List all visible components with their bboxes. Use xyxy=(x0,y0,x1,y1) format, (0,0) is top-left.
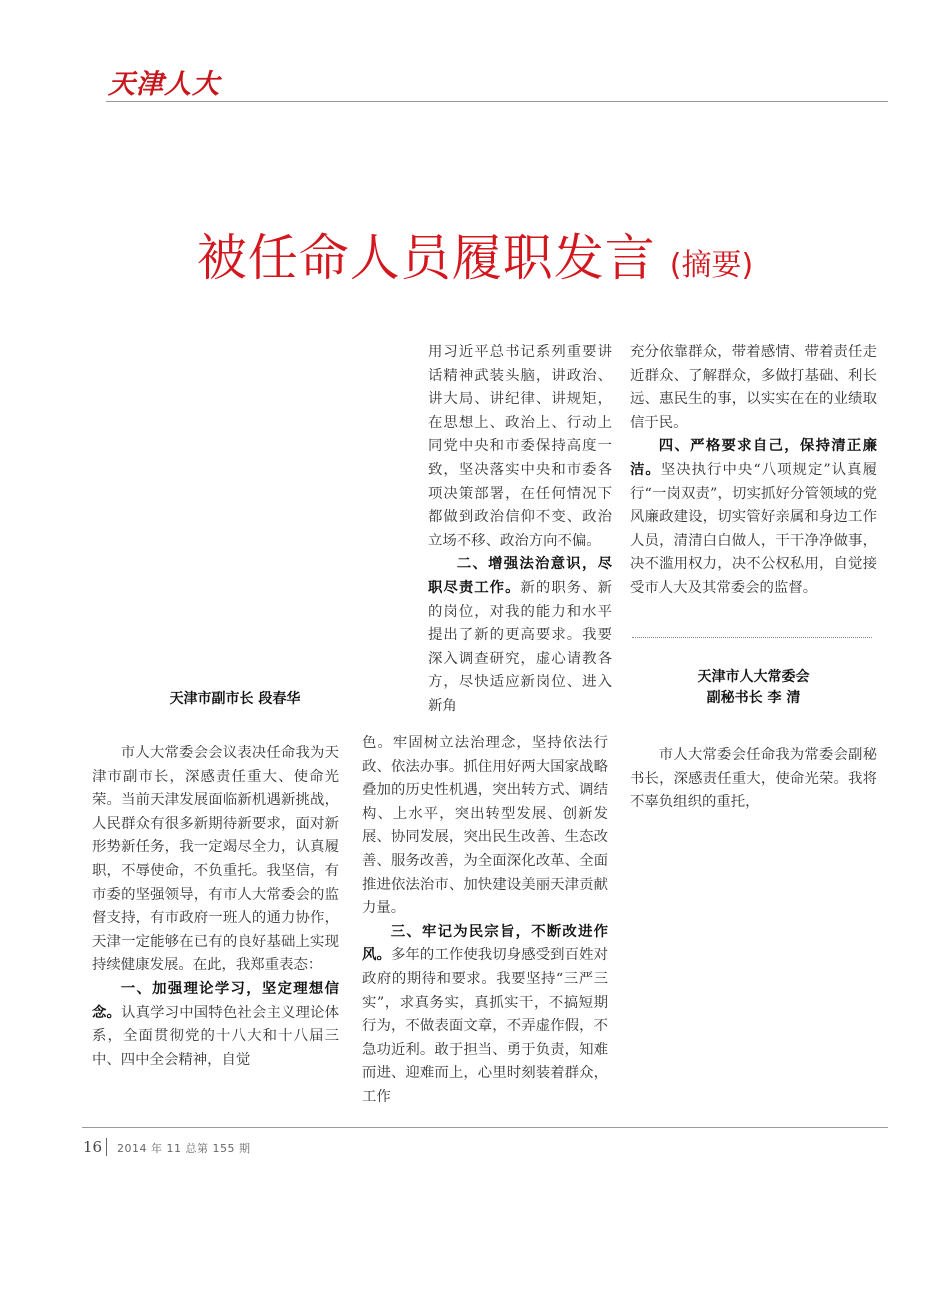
section-4-body: 坚决执行中央“八项规定”认真履行“一岗双责”，切实抓好分管领域的党风廉政建设，切实管好亲属和身边工作人员，清清白白做人，干干净净做事，决不滥用权力，决不公权私用，自觉接受市人大及其常委会的监督。 xyxy=(630,461,877,596)
magazine-logo: 天津人大 xyxy=(108,69,220,100)
column-a xyxy=(92,742,339,1072)
footer-separator xyxy=(106,1138,107,1156)
section-2-body-bottom: 色。牢固树立法治理念，坚持依法行政、依法办事。抓住用好两大国家战略叠加的历史性机遇，突出转方式、调结构、上水平，突出转型发展、创新发展、协同发展，突出民生改善、生态改善、服务改善，为全面深化改革、全面推进依法治市、加快建设美丽天津贡献力量。 xyxy=(362,735,608,917)
footer-rule xyxy=(82,1127,888,1128)
section-2-heading: 二、增强法治意识，尽职尽责工作。 xyxy=(428,556,612,596)
title-main: 被任命人员履职发言 xyxy=(196,229,656,287)
speaker2-column xyxy=(630,744,877,815)
section-1-continued: 用习近平总书记系列重要讲话精神武装头脑，讲政治、讲大局、讲纪律、讲规矩，在思想上、政治上、行动上同党中央和市委保持高度一致，坚决落实中央和市委各项决策部署，在任何情况下都做到政治信仰不变、政治立场不移、政治方向不偏。 xyxy=(428,344,612,549)
speaker1-byline: 天津市副市长 段春华 xyxy=(169,691,301,707)
title-subtitle: (摘要) xyxy=(669,248,754,283)
speaker2-org: 天津市人大常委会 xyxy=(697,669,810,685)
section-1-heading: 一、加强理论学习，坚定理想信念。 xyxy=(92,980,339,1021)
header-rule xyxy=(106,101,888,102)
section-3-heading: 三、牢记为民宗旨，不断改进作风。 xyxy=(362,923,608,964)
column-b-bottom xyxy=(362,732,608,1110)
speaker2-intro: 市人大常委会任命我为常委会副秘书长，深感责任重大，使命光荣。我将不辜负组织的重托， xyxy=(630,747,877,811)
column-b-top xyxy=(428,341,612,719)
speaker1-intro: 市人大常委会会议表决任命我为天津市副市长，深感责任重大、使命光荣。当前天津发展面临新机遇新挑战，人民群众有很多新期待新要求，面对新形势新任务，我一定竭尽全力，认真履职，不辱使命，不负重托。我坚信，有市委的坚强领导，有市人大常委会的监督支持，有市政府一班人的通力协作，天津一定能够在已有的良好基础上实现持续健康发展。在此，我郑重表态： xyxy=(92,745,339,974)
section-4 xyxy=(630,435,877,600)
article-title xyxy=(0,218,950,290)
issue-info: 2014 年 11 总第 155 期 xyxy=(117,1142,251,1155)
page-number: 16 xyxy=(83,1138,103,1156)
speaker2-role: 副秘书长 李 清 xyxy=(706,690,801,706)
section-1-body: 认真学习中国特色社会主义理论体系，全面贯彻党的十八大和十八届三中、四中全会精神，自觉 xyxy=(92,1004,339,1068)
speaker-divider xyxy=(632,637,872,638)
section-3 xyxy=(362,921,608,1110)
column-c xyxy=(630,341,877,601)
section-3-continued: 充分依靠群众，带着感情、带着责任走近群众、了解群众，多做打基础、利长远、惠民生的事，以实实在在的业绩取信于民。 xyxy=(630,344,877,431)
section-3-body: 多年的工作使我切身感受到百姓对政府的期待和要求。我要坚持“三严三实”，求真务实，真抓实干，不搞短期行为，不做表面文章，不弄虚作假，不急功近利。敢于担当、勇于负责，知难而进、迎难而上，心里时刻装着群众，工作 xyxy=(362,947,608,1105)
section-1 xyxy=(92,978,339,1072)
section-2 xyxy=(428,553,612,718)
section-4-heading: 四、严格要求自己，保持清正廉洁。 xyxy=(630,438,877,478)
section-2-body-top: 新的职务、新的岗位，对我的能力和水平提出了新的更高要求。我要深入调查研究，虚心请教各方，尽快适应新岗位、进入新角 xyxy=(428,579,612,714)
speaker2-byline xyxy=(630,667,877,709)
